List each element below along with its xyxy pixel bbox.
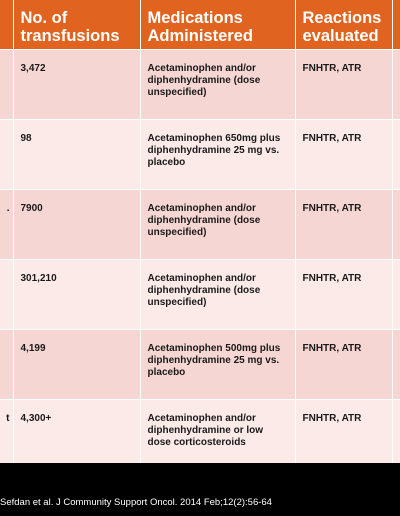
header-transfusions: No. of transfusions [13,0,140,49]
cell-study: t [0,399,13,463]
header-study [0,0,13,49]
cell-extra [392,49,400,119]
header-medications: Medications Administered [140,0,295,49]
cell-medications: Acetaminophen and/or diphenhydramine (dose unspecified) [140,49,295,119]
cell-extra [392,329,400,399]
cell-transfusions: 7900 [13,189,140,259]
cell-extra [392,189,400,259]
cell-medications: Acetaminophen 650mg plus diphenhydramine 25 mg vs. placebo [140,119,295,189]
table-row [0,259,400,329]
cell-transfusions: 98 [13,119,140,189]
cell-study [0,119,13,189]
cell-transfusions: 4,199 [13,329,140,399]
cell-medications: Acetaminophen and/or diphenhydramine (dose unspecified) [140,189,295,259]
header-extra [392,0,400,49]
cell-transfusions: 4,300+ [13,399,140,463]
cell-reactions: FNHTR, ATR [295,119,392,189]
cell-extra [392,259,400,329]
cell-study: . [0,189,13,259]
table-header-row [0,0,400,49]
cell-medications: Acetaminophen and/or diphenhydramine or low dose corticosteroids [140,399,295,463]
cell-extra [392,399,400,463]
table-row [0,399,400,463]
cell-study [0,329,13,399]
cell-transfusions: 301,210 [13,259,140,329]
cell-reactions: FNHTR, ATR [295,259,392,329]
cell-medications: Acetaminophen and/or diphenhydramine (dose unspecified) [140,259,295,329]
header-reactions: Reactions evaluated [295,0,392,49]
cell-transfusions: 3,472 [13,49,140,119]
table-row [0,49,400,119]
cell-reactions: FNHTR, ATR [295,189,392,259]
cell-study [0,49,13,119]
cell-extra [392,119,400,189]
cell-study [0,259,13,329]
table-row [0,189,400,259]
citation: Sefdan et al. J Community Support Oncol. 2014 Feb;12(2):56-64 [0,497,272,508]
cell-reactions: FNHTR, ATR [295,49,392,119]
table-row [0,329,400,399]
cell-medications: Acetaminophen 500mg plus diphenhydramine 25 mg vs. placebo [140,329,295,399]
cell-reactions: FNHTR, ATR [295,399,392,463]
cell-reactions: FNHTR, ATR [295,329,392,399]
table-row [0,119,400,189]
